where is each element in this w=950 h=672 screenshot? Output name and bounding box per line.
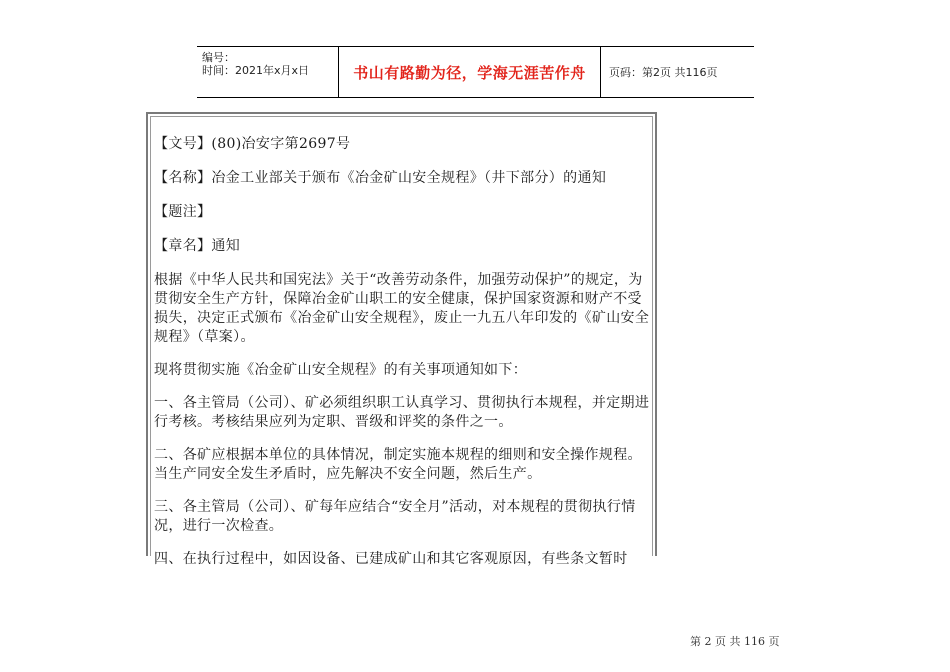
file-number-value: (80)冶安字第2697号 <box>211 136 351 152</box>
paragraph: 根据《中华人民共和国宪法》关于“改善劳动条件，加强劳动保护”的规定，为贯彻安全生产方针，保障冶金矿山职工的安全健康，保护国家资源和财产不受损失，决定正式颁布《冶金矿山安全规程》，废止一九五八年印发的《矿山安全规程》（草案）。 <box>154 272 650 345</box>
paragraph: 一、各主管局（公司）、矿必须组织职工认真学习、贯彻执行本规程，并定期进行考核。考核结果应列为定职、晋级和评奖的条件之一。 <box>154 395 650 430</box>
content-frame-inner <box>150 116 653 567</box>
file-number-label: 【文号】 <box>154 136 212 152</box>
paragraph: 现将贯彻实施《冶金矿山安全规程》的有关事项通知如下： <box>154 362 528 378</box>
note-label: 【题注】 <box>154 204 212 220</box>
footer-page-number: 第 2 页 共 116 页 <box>690 635 780 648</box>
document-name-value: 冶金工业部关于颁布《冶金矿山安全规程》（井下部分）的通知 <box>211 170 607 186</box>
paragraph: 二、各矿应根据本单位的具体情况，制定实施本规程的细则和安全操作规程。当生产同安全发生矛盾时，应先解决不安全问题，然后生产。 <box>154 447 642 482</box>
chapter-label: 【章名】 <box>154 238 212 254</box>
header-time: 时间：2021年x月x日 <box>202 64 310 77</box>
page-header <box>197 46 754 98</box>
file-number-line <box>151 135 656 154</box>
header-meta <box>197 47 338 97</box>
document-name-line <box>151 169 656 188</box>
header-page-code: 页码：第2页 共116页 <box>609 66 718 79</box>
document-name-label: 【名称】 <box>154 170 212 186</box>
chapter-line <box>151 237 656 256</box>
chapter-value: 通知 <box>211 238 241 254</box>
paragraph: 四、在执行过程中，如因设备、已建成矿山和其它客观原因，有些条文暂时 <box>154 551 628 567</box>
note-line <box>151 203 656 222</box>
content-frame <box>146 112 657 567</box>
header-number: 编号： <box>202 51 235 64</box>
paragraph: 三、各主管局（公司）、矿每年应结合“安全月”活动，对本规程的贯彻执行情况，进行一次检查。 <box>154 499 636 534</box>
document-body <box>151 135 656 569</box>
header-motto: 书山有路勤为径，学海无涯苦作舟 <box>353 63 586 82</box>
